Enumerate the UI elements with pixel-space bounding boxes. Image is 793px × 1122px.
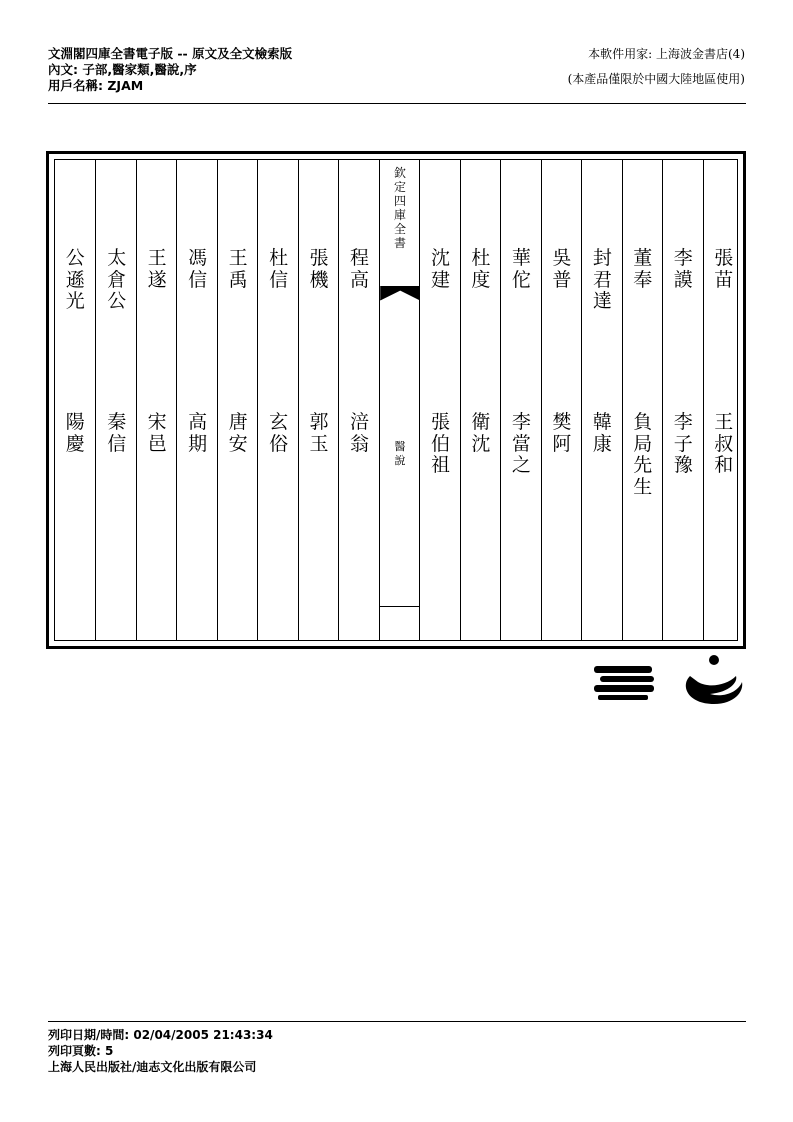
name-column — [176, 160, 217, 640]
header-region-note: (本產品僅限於中國大陸地區使用) — [567, 72, 745, 86]
footer — [48, 1027, 273, 1075]
center-column — [379, 160, 420, 640]
text-grid — [54, 159, 738, 641]
name-lower: 張 伯 祖 — [430, 411, 450, 476]
name-column — [136, 160, 177, 640]
name-upper: 王 遂 — [147, 247, 167, 291]
name-lower: 涪 翁 — [350, 411, 370, 455]
name-lower: 衛 沈 — [471, 411, 491, 455]
name-upper: 吳 普 — [552, 247, 572, 291]
name-column — [338, 160, 379, 640]
footer-divider — [48, 1021, 746, 1022]
name-upper: 杜 度 — [471, 247, 491, 291]
name-column — [95, 160, 136, 640]
name-column — [581, 160, 622, 640]
name-upper: 杜 信 — [269, 247, 289, 291]
name-lower: 負 局 先 生 — [633, 411, 653, 498]
header-licensee: 本軟件用家: 上海波金書店(4) — [588, 47, 745, 61]
name-column — [622, 160, 663, 640]
name-column — [662, 160, 703, 640]
name-lower: 李 子 豫 — [673, 411, 693, 476]
footer-print-datetime: 列印日期/時間: 02/04/2005 21:43:34 — [48, 1028, 273, 1042]
name-upper: 張 苗 — [714, 247, 734, 291]
name-column — [298, 160, 339, 640]
name-lower: 李 當 之 — [511, 411, 531, 476]
name-column — [500, 160, 541, 640]
name-upper: 董 奉 — [633, 247, 653, 291]
header-username: 用戶名稱: ZJAM — [48, 78, 144, 93]
name-upper: 華 佗 — [511, 247, 531, 291]
publisher-logo-icon — [590, 652, 746, 708]
page-frame — [46, 151, 746, 649]
center-divider — [380, 606, 420, 607]
name-lower: 韓 康 — [592, 411, 612, 455]
center-title: 欽 定 四 庫 全 書 — [393, 166, 406, 250]
name-lower: 郭 玉 — [309, 411, 329, 455]
name-column — [257, 160, 298, 640]
name-upper: 公 遜 光 — [65, 247, 85, 312]
name-column — [419, 160, 460, 640]
name-lower: 唐 安 — [228, 411, 248, 455]
center-note: 醫 說 — [394, 440, 406, 467]
name-lower: 宋 邑 — [147, 411, 167, 455]
name-upper: 李 謨 — [673, 247, 693, 291]
name-upper: 程 高 — [350, 247, 370, 291]
name-column — [460, 160, 501, 640]
name-upper: 封 君 達 — [592, 247, 612, 312]
fishtail-mark-icon — [380, 286, 420, 326]
name-lower: 高 期 — [188, 411, 208, 455]
name-upper: 馮 信 — [188, 247, 208, 291]
footer-page-count: 列印頁數: 5 — [48, 1044, 114, 1058]
name-column — [55, 160, 95, 640]
footer-publisher: 上海人民出版社/迪志文化出版有限公司 — [48, 1060, 257, 1074]
name-upper: 張 機 — [309, 247, 329, 291]
header-title: 文淵閣四庫全書電子版 -- 原文及全文檢索版 — [48, 46, 293, 61]
name-upper: 太 倉 公 — [107, 247, 127, 312]
header-right — [568, 46, 745, 96]
name-lower: 秦 信 — [107, 411, 127, 455]
header-content-path: 內文: 子部,醫家類,醫說,序 — [48, 62, 197, 77]
name-upper: 沈 建 — [430, 247, 450, 291]
name-column — [541, 160, 582, 640]
name-lower: 玄 俗 — [269, 411, 289, 455]
name-lower: 王 叔 和 — [714, 411, 734, 476]
header-divider — [48, 103, 746, 104]
name-column — [217, 160, 258, 640]
name-lower: 陽 慶 — [65, 411, 85, 455]
header-left — [48, 46, 292, 94]
name-column — [703, 160, 744, 640]
name-upper: 王 禹 — [228, 247, 248, 291]
name-lower: 樊 阿 — [552, 411, 572, 455]
